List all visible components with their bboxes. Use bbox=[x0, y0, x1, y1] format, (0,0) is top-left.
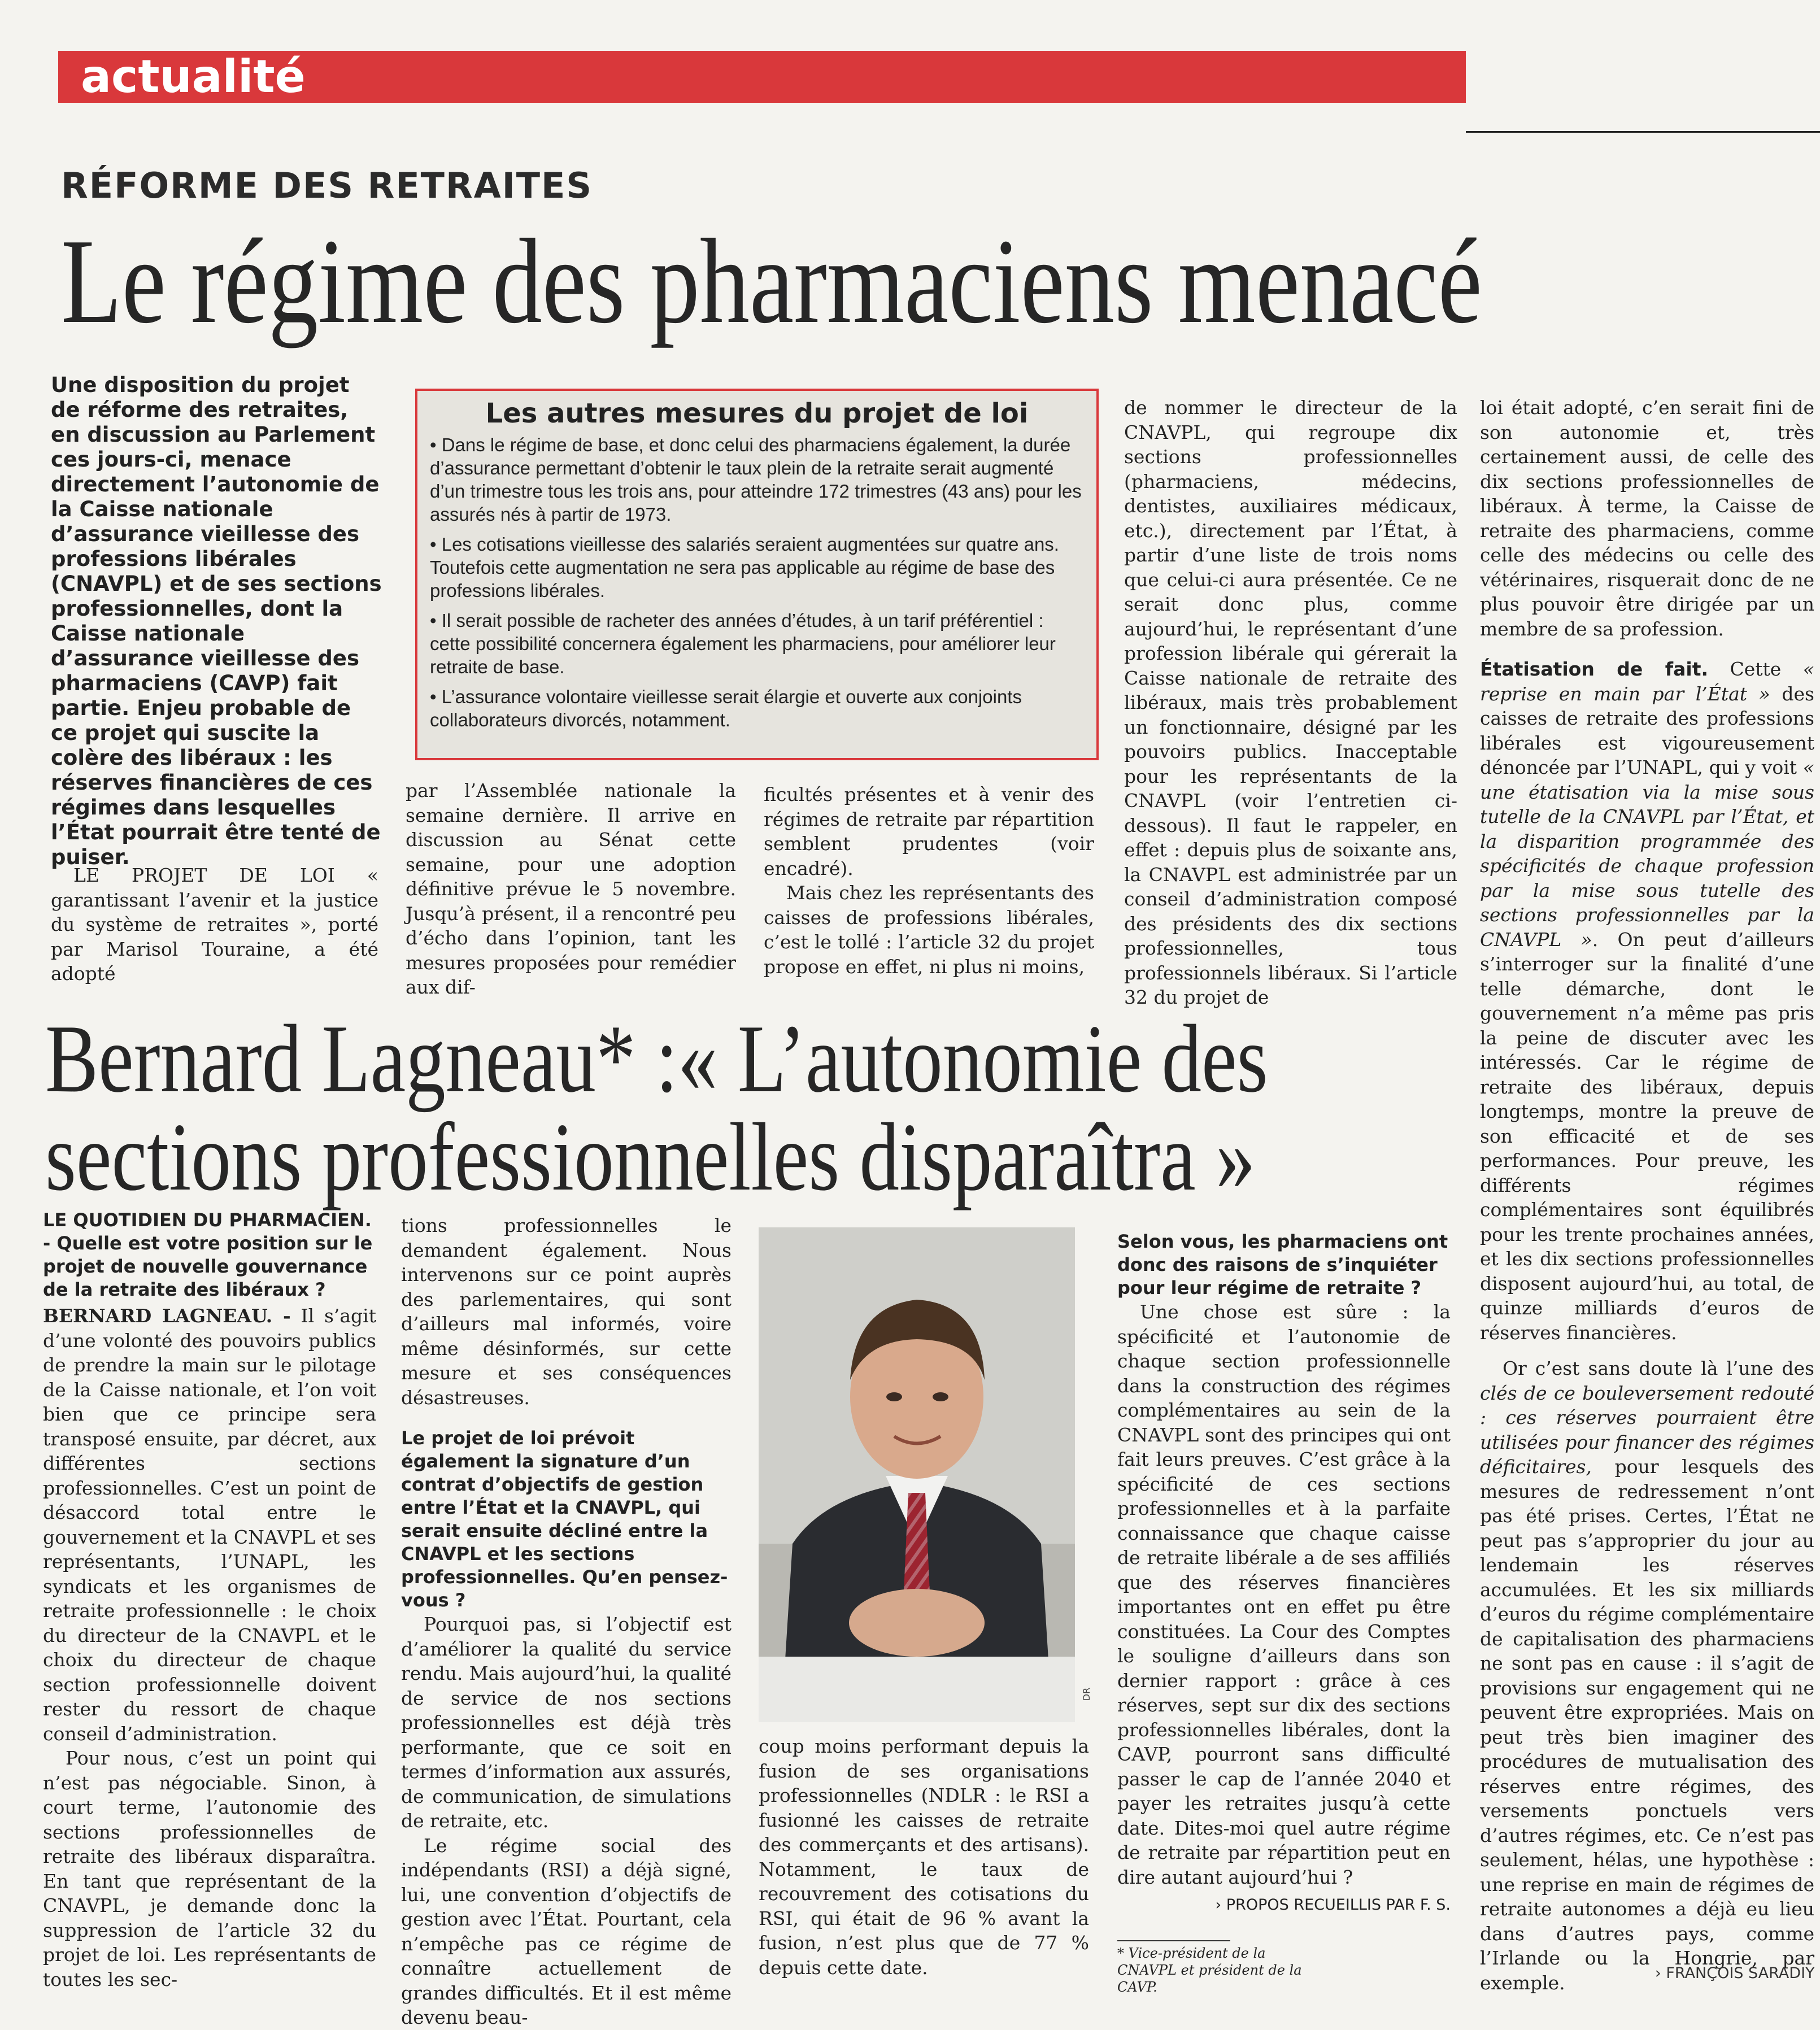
interview-answer: Pour nous, c’est un point qui n’est pas négociable. Sinon, à court terme, l’autonomie des sections professionnelles de retraite des libéraux disparaîtra. En tant que représentant de la CNAVPL, je demande donc la suppression de l’article 32 du projet de loi. Les représentants de toutes les sec- bbox=[43, 1747, 376, 1990]
article-text: par l’Assemblée nationale la semaine dernière. Il arrive en discussion au Sénat cette semaine, pour une adoption définitive prévue le 5 novembre. Jusqu’à présent, il a rencontré peu d’écho dans l’opinion, tant les mesures proposées pour remédier aux dif- bbox=[406, 779, 736, 998]
article-text: « garantissant l’avenir et la justice du système de retraites », porté par Marisol Touraine, a été adopté bbox=[51, 864, 378, 984]
top-rule bbox=[1466, 131, 1820, 133]
kicker: RÉFORME DES RETRAITES bbox=[61, 165, 593, 206]
article-column-1 bbox=[51, 863, 378, 986]
box-item: • Dans le régime de base, et donc celui des pharmaciens également, la durée d’assurance permettant d’obtenir le taux plein de la retraite serait augmenté d’un trimestre tous les trois ans, pour atteindre 172 trimestres (43 ans) pour les assurés nés à partir de 1973. bbox=[430, 434, 1082, 525]
footnote-rule bbox=[1117, 1940, 1230, 1941]
article-text: Mais chez les représentants des caisses de professions libérales, c’est le tollé : l’article 32 du projet propose en effet, ni plus ni moins, bbox=[764, 882, 1094, 978]
interview-headline: Bernard Lagneau* :« L’autonomie des sections professionnelles disparaîtra » bbox=[45, 1005, 1268, 1211]
footnote: * Vice-président de la CNAVPL et président de la CAVP. bbox=[1117, 1945, 1302, 1995]
article-column-2 bbox=[406, 778, 736, 1000]
quote: « reprise en main par l’État » bbox=[1480, 658, 1814, 705]
interview-column-4 bbox=[1117, 1230, 1451, 1996]
portrait-photo bbox=[759, 1227, 1075, 1722]
article-text: pour lesquels des mesures de redressement n’ont pas été prises. Certes, l’État ne peut pas s’approprier du jour au lendemain les réserves accumulées. Et les six milliards d’euros du régime complémentaire de capitalisation des pharmaciens ne sont pas en cause : il s’agit de provisions sur engagement qui ne peuvent être expropriées. Mais on peut très bien imaginer des procédures de mutualisation des réserves entre régimes, des versements ponctuels vers d’autres régimes, etc. Ce n’est pas seulement, hélas, une hypothèse : une reprise en main de régimes de retraite autonomes a déjà eu lieu dans d’autres pays, comme l’Irlande ou la Hongrie, par exemple. bbox=[1480, 1456, 1814, 1994]
article-text: Cette bbox=[1708, 658, 1803, 680]
article-text: de nommer le directeur de la CNAVPL, qui regroupe dix sections professionnelles (pharmaciens, médecins, dentistes, auxiliaires médicaux, etc.), directement par l’État, à partir d’une liste de trois noms que celui-ci aura présentée. Ce ne serait donc plus, comme aujourd’hui, le représentant d’une profession libérale qui gérerait la Caisse nationale de retraite des libéraux, mais très probablement un fonctionnaire, désigné par les pouvoirs publics. Inacceptable pour les représentants de la CNAVPL (voir l’entretien ci-dessous). Il faut le rappeler, en effet : depuis plus de soixante ans, la CNAVPL est administrée par un conseil d’administration composé des présidents des dix sections professionnelles, tous professionnels libéraux. Si l’article 32 du projet de bbox=[1124, 397, 1457, 1008]
article-lead: LE PROJET DE LOI bbox=[73, 864, 335, 886]
photo-credit: DR bbox=[1081, 1687, 1092, 1701]
interview-answer: Une chose est sûre : la spécificité et l’autonomie de chaque section professionnelle dans la construction des régimes complémentaires au sein de la CNAVPL sont des principes qui ont fait leurs preuves. C’est grâce à la spécificité de ces sections professionnelles et à la parfaite connaissance que chaque caisse de retraite libérale a de ses affiliés que des réserves financières importantes ont en effet pu être constituées. La Cour des Comptes le souligne d’ailleurs dans son dernier rapport : grâce à ces réserves, sept sur dix des sections professionnelles libérales, dont la CAVP, pourront sans difficulté passer le cap de l’année 2040 et payer les retraites jusqu’à cette date. Dites-moi quel autre régime de retraite par répartition peut en dire autant aujourd’hui ? bbox=[1117, 1301, 1451, 1888]
article-text: des caisses de retraite des professions libérales est vigoureusement dénoncée par l’UNAPL, qui y voit bbox=[1480, 682, 1814, 778]
interview-credit: › PROPOS RECUEILLIS PAR F. S. bbox=[1215, 1896, 1451, 1914]
interview-answer: Le régime social des indépendants (RSI) a déjà signé, lui, une convention d’objectifs de gestion avec l’État. Pourtant, cela n’empêche pas ce régime de connaître actuellement de grandes difficultés. Et il est même devenu beau- bbox=[401, 1834, 732, 2028]
article-column-5 bbox=[1480, 395, 1814, 1995]
quote: clés de ce bouleversement redouté : ces réserves pourraient être utilisées pour financer des régimes déficitaires, bbox=[1480, 1382, 1814, 1478]
box-item: • Les cotisations vieillesse des salariés seraient augmentées sur quatre ans. Toutefois cette augmentation ne sera pas applicable au régime de base des professions libérales. bbox=[430, 534, 1059, 601]
box-item: • Il serait possible de racheter des années d’études, à un tarif préférentiel : cette possibilité concernera également les pharmaciens, pour améliorer leur retraite de base. bbox=[430, 610, 1056, 677]
article-column-4 bbox=[1124, 395, 1457, 1010]
interview-answer: coup moins performant depuis la fusion de ses organisations professionnelles (NDLR : le RSI a fusionné les caisses de retraite des commerçants et des artisans). Notamment, le taux de recouvrement des cotisations du RSI, qui était de 96 % avant la fusion, n’est plus que de 77 % depuis cette date. bbox=[759, 1735, 1089, 1979]
sidebar-box bbox=[415, 389, 1099, 760]
interview-answer: Il s’agit d’une volonté des pouvoirs publics de prendre la main sur le pilotage de la Caisse nationale, et l’on voit bien que ce principe sera transposé ensuite, par décret, aux différentes sections professionnelles. C’est un point de désaccord total entre le gouvernement et la CNAVPL et ses représentants, l’UNAPL, les syndicats et les organismes de retraite professionnelle : le choix du directeur de la CNAVPL et le choix du directeur de chaque section professionnelle doivent rester du ressort de chaque conseil d’administration. bbox=[43, 1305, 376, 1745]
interview-question: LE QUOTIDIEN DU PHARMACIEN. - Quelle est votre position sur le projet de nouvelle gouvernance de la retraite des libéraux ? bbox=[43, 1209, 373, 1300]
article-column-3 bbox=[764, 782, 1094, 979]
interview-column-3 bbox=[759, 1734, 1089, 1980]
article-signature: › FRANÇOIS SARADIY bbox=[1655, 1964, 1815, 1982]
box-item: • L’assurance volontaire vieillesse serait élargie et ouverte aux conjoints collaborateurs divorcés, notamment. bbox=[430, 686, 1022, 730]
interview-column-1 bbox=[43, 1209, 376, 1992]
article-text: loi était adopté, c’en serait fini de son autonomie et, très certainement aussi, de celle des dix sections professionnelles de libéraux. À terme, la Caisse de retraite des pharmaciens, comme celle des médecins ou celle des vétérinaires, risquerait donc de ne plus pouvoir être dirigée par un membre de sa profession. bbox=[1480, 397, 1814, 640]
article-subhead: Étatisation de fait. bbox=[1480, 658, 1709, 680]
article-text: Or c’est sans doute là l’une des bbox=[1503, 1357, 1814, 1379]
section-banner: actualité bbox=[58, 51, 1466, 103]
portrait-illustration bbox=[759, 1227, 1075, 1722]
box-title: Les autres mesures du projet de loi bbox=[485, 398, 1029, 429]
interview-answer: Pourquoi pas, si l’objectif est d’améliorer la qualité du service rendu. Mais aujourd’hui, la qualité de service de nos sections professionnelles est déjà très performante, que ce soit en termes d’information aux assurés, de communication, de simulations de retraite, etc. bbox=[401, 1613, 732, 1832]
article-text: . On peut d’ailleurs s’interroger sur la finalité d’une telle démarche, dont le gouvernement n’a même pas pris la peine de discuter avec les intéressés. Car le régime de retraite des libéraux, depuis longtemps, montre la preuve de son efficacité et de ses performances. Pour preuve, les différents régimes complémentaires sont équilibrés pour les trente prochaines années, et les dix sections professionnelles disposent aujourd’hui, au total, de quinze milliards d’euros de réserves financières. bbox=[1480, 928, 1814, 1344]
speaker-name: BERNARD LAGNEAU. - bbox=[43, 1305, 291, 1327]
quote: « une étatisation via la mise sous tutelle de la CNAVPL par l’État, et la disparition programmée des spécificités de chaque profession par la mise sous tutelle des sections professionnelles par la CNAVPL » bbox=[1480, 756, 1814, 951]
interview-column-2 bbox=[401, 1213, 732, 2030]
headline: Le régime des pharmaciens menacé bbox=[61, 214, 1482, 349]
intro-paragraph: Une disposition du projet de réforme des retraites, en discussion au Parlement ces jours-ci, menace directement l’autonomie de la Caisse nationale d’assurance vieillesse des professions libérales (CNAVPL) et de ses sections professionnelles, dont la Caisse nationale d’assurance vieillesse des pharmaciens (CAVP) fait partie. Enjeu probable de ce projet qui suscite la colère des libéraux : les réserves financières de ces régimes dans lesquelles l’État pourrait être tenté de puiser. bbox=[51, 373, 382, 869]
interview-question: Selon vous, les pharmaciens ont donc des raisons de s’inquiéter pour leur régime de retraite ? bbox=[1117, 1231, 1448, 1299]
interview-question: Le projet de loi prévoit également la signature d’un contrat d’objectifs de gestion entre l’État et la CNAVPL, qui serait ensuite décliné entre la CNAVPL et les sections professionnelles. Qu’en pensez-vous ? bbox=[401, 1427, 728, 1611]
interview-answer: tions professionnelles le demandent également. Nous intervenons sur ce point auprès des parlementaires, qui sont d’ailleurs mal informés, voire même désinformés, sur cette mesure et ses conséquences désastreuses. bbox=[401, 1214, 732, 1409]
article-text: ficultés présentes et à venir des régimes de retraite par répartition semblent prudentes (voir encadré). bbox=[764, 783, 1094, 879]
